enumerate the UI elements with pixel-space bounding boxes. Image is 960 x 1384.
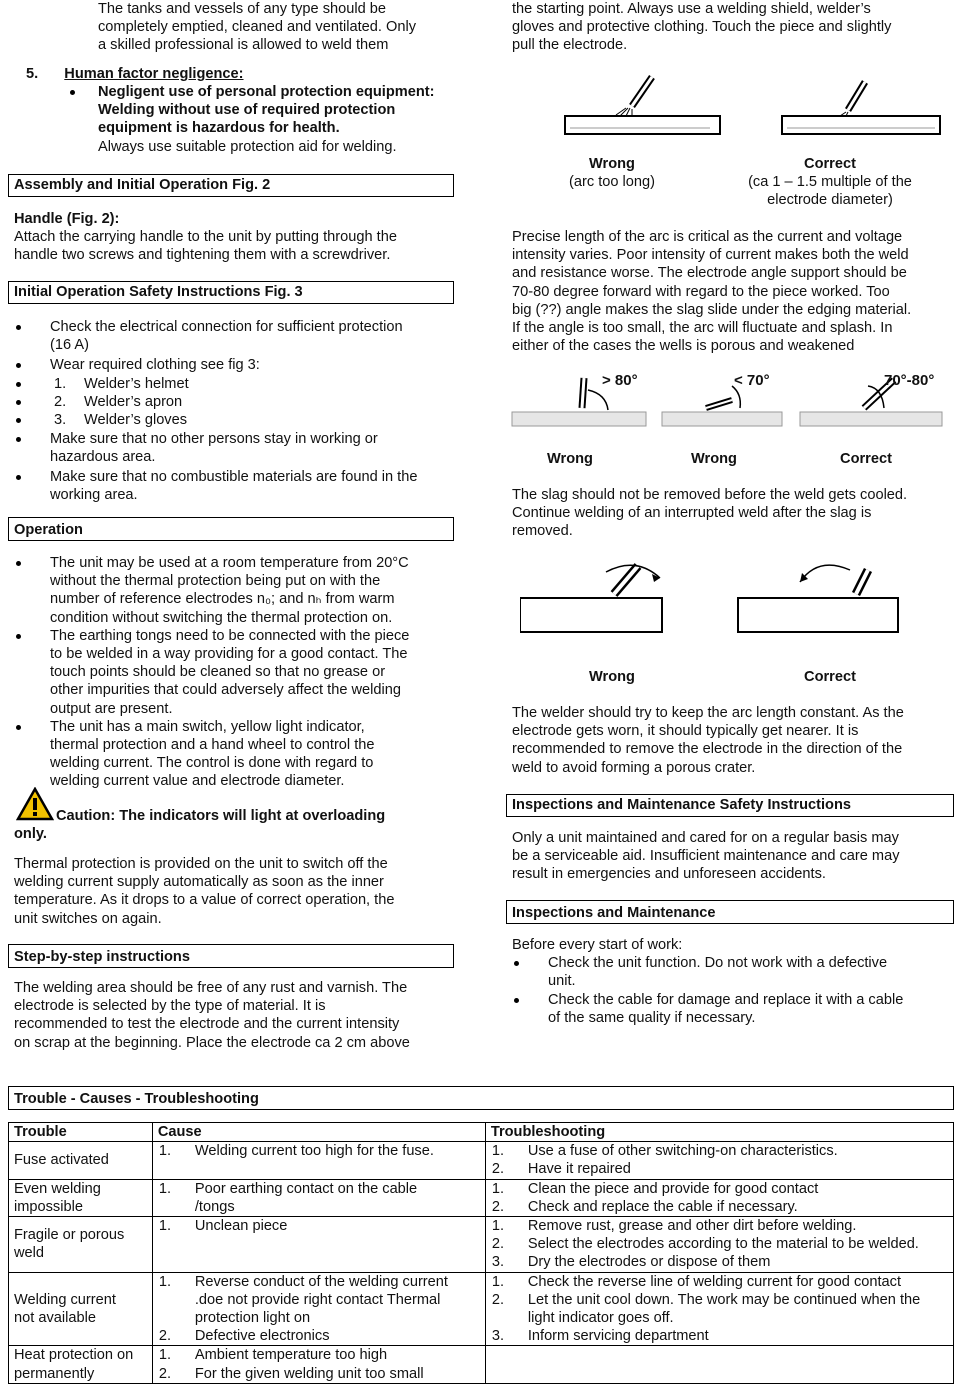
text-line: a skilled professional is allowed to weld them xyxy=(98,37,389,54)
list-item xyxy=(14,554,454,627)
heading-text: Step-by-step instructions xyxy=(14,949,190,965)
list-item xyxy=(14,356,454,429)
item-number: 3. xyxy=(491,1254,505,1271)
text-line: If the angle is too small, the arc will fluctuate and splash. In xyxy=(512,320,893,337)
text-line: to be welded in a way providing for a good contact. The xyxy=(50,646,408,663)
item-number: 2. xyxy=(54,393,67,410)
angle-label-1: > 80° xyxy=(602,372,638,389)
list-item xyxy=(512,954,952,990)
intro-paragraph xyxy=(98,0,458,55)
text-line: output are present. xyxy=(50,700,173,717)
cell-text: Reverse conduct of the welding current .doe not provide right contact Thermal protection light on xyxy=(194,1273,448,1327)
table-row xyxy=(9,1179,954,1216)
trouble-cell xyxy=(9,1272,153,1346)
text-line: completely emptied, cleaned and ventilated. Only xyxy=(98,19,417,36)
text-line: temperature. As it drops to a value of correct operation, the xyxy=(14,892,395,909)
text-line: removed. xyxy=(512,523,573,540)
text-line: The earthing tongs need to be connected with the piece xyxy=(50,627,410,644)
fix-cell xyxy=(485,1272,953,1346)
text-line: number of reference electrodes n₀; and nₕ from warm xyxy=(50,591,395,608)
angle-label-2: < 70° xyxy=(734,372,770,389)
item-number: 2. xyxy=(491,1291,505,1308)
item-number: 1. xyxy=(491,1218,505,1235)
text-line: the starting point. Always use a welding shield, welder’s xyxy=(512,1,871,17)
section-title: Human factor negligence: xyxy=(64,66,244,82)
text-line: welding current supply automatically as soon as the inner xyxy=(14,874,384,891)
cell-text: Select the electrodes according to the material to be welded. xyxy=(527,1236,919,1253)
list-item xyxy=(14,718,454,791)
safety-heading xyxy=(8,281,454,304)
cell-text: Welding current too high for the fuse. xyxy=(194,1143,434,1160)
text-line: electrode is selected by the type of material. It is xyxy=(14,998,326,1015)
text-line: and resistance worse. The electrode angle support should be xyxy=(512,265,907,282)
text-line: thermal protection and a hand wheel to control the xyxy=(50,737,375,754)
text-line: Make sure that no other persons stay in working or xyxy=(50,431,378,448)
text-line: Welding without use of required protection xyxy=(98,102,396,119)
caution-text-end: only. xyxy=(14,826,47,842)
cell-text: Fuse activated xyxy=(14,1152,109,1169)
text-line: of the same quality if necessary. xyxy=(548,1009,756,1026)
list-item xyxy=(512,991,952,1027)
cell-text: permanently xyxy=(14,1365,95,1382)
cell-text: Fragile or porous xyxy=(14,1227,125,1244)
caution-text: Caution: The indicators will light at overloading xyxy=(56,808,386,824)
table-row xyxy=(9,1217,954,1273)
column-header: Cause xyxy=(152,1123,485,1142)
heading-text: Assembly and Initial Operation Fig. 2 xyxy=(14,177,271,193)
list-item xyxy=(14,627,454,718)
bullet-title: Negligent use of personal protection equipment: xyxy=(98,84,435,100)
clothing-list xyxy=(14,375,454,430)
cell-text: Inform servicing department xyxy=(527,1328,709,1345)
cause-cell xyxy=(152,1179,485,1216)
trouble-table xyxy=(8,1122,954,1384)
fig2-label-1: Wrong xyxy=(547,451,593,467)
item-number: 1. xyxy=(158,1273,172,1290)
inspection-list xyxy=(512,936,952,1027)
column-header: Trouble xyxy=(9,1123,153,1142)
cell-text: Ambient temperature too high xyxy=(194,1347,388,1364)
text-line: gloves and protective clothing. Touch the piece and slightly xyxy=(512,19,892,36)
safety-bullets xyxy=(14,318,454,504)
fig3-correct-label: Correct xyxy=(804,669,856,685)
text-line: big (??) angle makes the slag slide under the edging material. xyxy=(512,301,912,318)
text-line: Check the electrical connection for sufficient protection xyxy=(50,319,403,335)
text-line: Before every start of work: xyxy=(512,937,683,953)
text-line: Always use suitable protection aid for welding. xyxy=(98,138,397,155)
fix-cell xyxy=(485,1179,953,1216)
fig1-correct-label: Correct xyxy=(804,156,856,172)
cell-text: Let the unit cool down. The work may be continued when the light indicator goes off. xyxy=(527,1291,921,1327)
cell-text: Check the reverse line of welding current for good contact xyxy=(527,1273,901,1290)
trouble-cell xyxy=(9,1142,153,1179)
item-number: 1. xyxy=(491,1180,505,1197)
text-line: The slag should not be removed before the weld gets cooled. xyxy=(512,487,908,503)
text-line: be a serviceable aid. Insufficient maintenance and care may xyxy=(512,848,900,865)
list-item xyxy=(14,430,454,466)
text-line: either of the cases the wells is porous and weakened xyxy=(512,338,855,355)
fix-cell xyxy=(485,1217,953,1273)
slag-paragraph xyxy=(512,486,952,541)
cell-text: Use a fuse of other switching-on characteristics. xyxy=(527,1143,838,1160)
text-line: welding current. The control is done with regard to xyxy=(50,755,374,772)
angle-wrong-2 xyxy=(662,386,782,426)
bullet-icon xyxy=(70,90,75,95)
text-line: other impurities that could adversely affect the welding xyxy=(50,682,401,699)
table-row xyxy=(9,1272,954,1346)
cell-text: Have it repaired xyxy=(527,1161,631,1178)
text-line: Thermal protection is provided on the unit to switch off the xyxy=(14,856,388,872)
fig1-correct-sub: electrode diameter) xyxy=(767,192,893,208)
cell-text: For the given welding unit too small xyxy=(194,1365,424,1382)
text-line: Check the unit function. Do not work with a defective xyxy=(548,955,888,972)
fig3-wrong-label: Wrong xyxy=(589,669,635,685)
cell-text: Clean the piece and provide for good contact xyxy=(527,1180,819,1197)
handle-title: Handle (Fig. 2): xyxy=(14,211,120,227)
text-line: Attach the carrying handle to the unit by putting through the xyxy=(14,229,397,246)
text-line: hazardous area. xyxy=(50,449,156,466)
item-number: 1. xyxy=(54,375,67,392)
operation-bullets xyxy=(14,554,454,791)
cause-cell xyxy=(152,1346,485,1383)
fix-cell xyxy=(485,1346,953,1383)
trouble-cell xyxy=(9,1346,153,1383)
text-line: Wear required clothing see fig 3: xyxy=(50,357,260,374)
text-line: without the thermal protection being put on with the xyxy=(50,573,381,590)
text-line: intensity varies. Poor intensity of current makes both the weld xyxy=(512,247,909,264)
direction-figure xyxy=(520,560,920,640)
fig1-correct-sub: (ca 1 – 1.5 multiple of the xyxy=(748,174,912,190)
heading-text: Operation xyxy=(14,522,83,538)
angle-label-3: 70°-80° xyxy=(884,372,935,389)
table-header-row xyxy=(9,1123,954,1142)
cell-text: not available xyxy=(14,1310,96,1327)
item-number: 2. xyxy=(491,1236,505,1253)
text-line: The unit has a main switch, yellow light indicator, xyxy=(50,718,365,735)
inspection-bullets xyxy=(512,954,952,1027)
inspection-safety-heading xyxy=(506,794,954,817)
fix-cell xyxy=(485,1142,953,1179)
text-line: 70-80 degree forward with regard to the piece worked. Too xyxy=(512,283,890,300)
inspection-heading xyxy=(506,900,954,924)
item-number: 1. xyxy=(158,1347,172,1364)
thermal-paragraph xyxy=(14,855,460,928)
human-factor-section xyxy=(26,65,466,83)
text-line: equipment is hazardous for health. xyxy=(98,120,340,137)
cell-text: Check and replace the cable if necessary. xyxy=(527,1198,798,1215)
list-item xyxy=(14,318,454,354)
list-item xyxy=(14,411,454,429)
text-line: Precise length of the arc is critical as the current and voltage xyxy=(512,229,903,245)
operation-heading xyxy=(8,517,454,541)
human-factor-bullet xyxy=(62,83,462,156)
wrong-arc-illustration xyxy=(565,77,720,134)
column-header: Troubleshooting xyxy=(485,1123,953,1142)
trouble-cell xyxy=(9,1179,153,1216)
text-line: touch points should be cleaned so that no grease or xyxy=(50,664,386,681)
assembly-heading xyxy=(8,174,454,197)
cause-cell xyxy=(152,1142,485,1179)
item-number: 1. xyxy=(158,1143,172,1160)
text-line: on scrap at the beginning. Place the electrode ca 2 cm above xyxy=(14,1034,410,1051)
text-line: working area. xyxy=(50,486,138,503)
cell-text: Remove rust, grease and other dirt before welding. xyxy=(527,1218,857,1235)
item-number: 2. xyxy=(491,1161,505,1178)
text-line: recommended to remove the electrode in the direction of the xyxy=(512,741,903,758)
item-number: 1. xyxy=(158,1218,172,1235)
heading-text: Trouble - Causes - Troubleshooting xyxy=(14,1091,259,1107)
item-number: 1. xyxy=(491,1273,505,1290)
cause-cell xyxy=(152,1217,485,1273)
text-line: The tanks and vessels of any type should be xyxy=(98,1,386,17)
text-line: The welding area should be free of any rust and varnish. The xyxy=(14,980,408,996)
table-row xyxy=(9,1142,954,1179)
safety-list xyxy=(14,318,454,504)
section-number: 5. xyxy=(26,66,39,82)
cell-text: Dry the electrodes or dispose of them xyxy=(527,1254,771,1271)
fig1-wrong-label: Wrong xyxy=(589,156,635,172)
direction-correct xyxy=(738,565,898,632)
item-number: 3. xyxy=(491,1328,505,1345)
arc-paragraph xyxy=(512,228,952,355)
step-heading xyxy=(8,944,454,968)
text-line: pull the electrode. xyxy=(512,37,628,54)
step-paragraph xyxy=(14,979,460,1052)
cell-text: Heat protection on xyxy=(14,1347,134,1364)
cell-text: Unclean piece xyxy=(194,1218,288,1235)
handle-section xyxy=(14,210,460,265)
text-line: Check the cable for damage and replace it with a cable xyxy=(548,991,904,1008)
item-number: 2. xyxy=(491,1198,505,1215)
human-factor-title xyxy=(26,65,466,83)
cell-text: Welding current xyxy=(14,1291,116,1308)
trouble-cell xyxy=(9,1217,153,1273)
text-line: Only a unit maintained and cared for on a regular basis may xyxy=(512,830,899,846)
arc-constant-paragraph xyxy=(512,704,952,777)
text-line: Continue welding of an interrupted weld after the slag is xyxy=(512,505,872,522)
warning-icon xyxy=(16,787,54,821)
cell-text: Even welding xyxy=(14,1180,101,1197)
cell-text: Poor earthing contact on the cable /tongs xyxy=(194,1180,418,1215)
text-line: unit switches on again. xyxy=(14,910,162,927)
text-line: result in emergencies and unforeseen accidents. xyxy=(512,866,826,883)
text-line: handle two screws and tightening them with a screwdriver. xyxy=(14,247,391,264)
item-text: Welder’s helmet xyxy=(84,375,189,392)
text-line: recommended to test the electrode and the current intensity xyxy=(14,1016,400,1033)
start-paragraph xyxy=(512,0,952,55)
cell-text: Defective electronics xyxy=(194,1328,330,1345)
text-line: The unit may be used at a room temperature from 20°C xyxy=(50,555,409,571)
text-line: (16 A) xyxy=(50,337,89,354)
item-number: 2. xyxy=(158,1328,172,1345)
direction-wrong xyxy=(520,565,662,632)
heading-text: Inspections and Maintenance xyxy=(512,905,716,921)
fig2-label-3: Correct xyxy=(840,451,892,467)
item-number: 1. xyxy=(491,1143,505,1160)
item-number: 2. xyxy=(158,1365,172,1382)
operation-list xyxy=(14,554,454,791)
text-line: electrode gets worn, it should typically get nearer. It is xyxy=(512,723,859,740)
heading-text: Inspections and Maintenance Safety Instructions xyxy=(512,797,851,813)
fig2-label-2: Wrong xyxy=(691,451,737,467)
text-line: The welder should try to keep the arc length constant. As the xyxy=(512,705,904,721)
item-text: Welder’s gloves xyxy=(84,412,188,429)
fig1-wrong-sub: (arc too long) xyxy=(569,174,655,190)
heading-text: Initial Operation Safety Instructions Fig. 3 xyxy=(14,284,303,300)
text-line: welding current value and electrode diameter. xyxy=(50,773,345,790)
text-line: weld to avoid forming a porous crater. xyxy=(512,759,756,776)
text-line: Make sure that no combustible materials are found in the xyxy=(50,468,418,485)
cell-text: impossible xyxy=(14,1198,83,1215)
list-item xyxy=(14,393,454,411)
inspection-safety-paragraph xyxy=(512,829,952,884)
item-number: 1. xyxy=(158,1180,172,1197)
cell-text: weld xyxy=(14,1245,45,1262)
item-text: Welder’s apron xyxy=(84,393,183,410)
list-item xyxy=(14,468,454,504)
trouble-heading xyxy=(8,1086,954,1110)
text-line: condition without switching the thermal protection on. xyxy=(50,609,393,626)
table-row xyxy=(9,1346,954,1383)
arc-length-figure xyxy=(560,72,960,142)
cause-cell xyxy=(152,1272,485,1346)
list-item xyxy=(14,375,454,393)
correct-arc-illustration xyxy=(782,82,940,134)
item-number: 3. xyxy=(54,412,67,429)
text-line: unit. xyxy=(548,973,576,990)
